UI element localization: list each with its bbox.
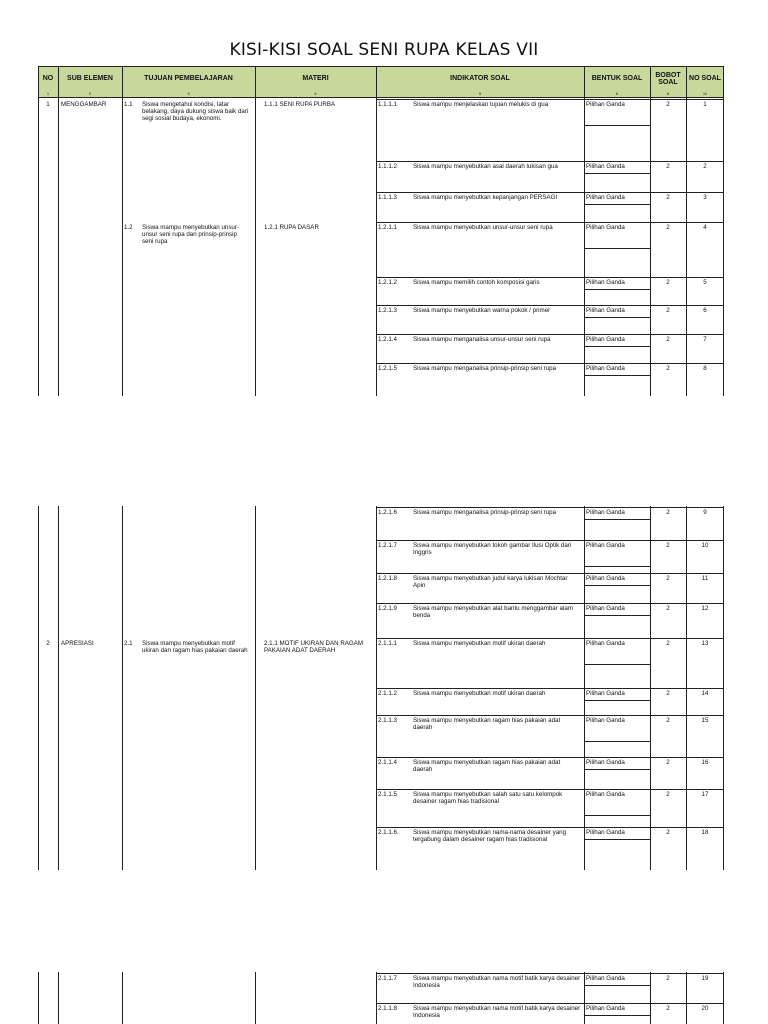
bentuk-soal: Pilihan Ganda (586, 365, 625, 372)
grid-line (122, 972, 123, 1024)
tujuan-code: 2.1 (124, 640, 133, 647)
indikator-text: Siswa mampu menyebutkan alat bantu menggambar alam benda (413, 605, 573, 619)
indikator-text: Siswa mampu menyebutkan unsur-unsur seni rupa (413, 224, 553, 231)
header-no: NO (42, 75, 54, 83)
bobot-soal: 2 (666, 975, 670, 982)
bentuk-soal: Pilihan Ganda (586, 336, 625, 343)
indikator-code: 2.1.1.7 (378, 975, 397, 982)
indikator-text: Siswa mampu menyebutkan kepanjangan PERSAGI (413, 194, 558, 201)
bentuk-soal: Pilihan Ganda (586, 690, 625, 697)
grid-line (255, 66, 256, 396)
colnum-2: 2 (88, 91, 92, 96)
indikator-text: Siswa mampu memilih contoh komposisi garis (413, 279, 540, 286)
grid-line (122, 506, 123, 870)
bobot-soal: 2 (666, 791, 670, 798)
bentuk-soal: Pilihan Ganda (586, 101, 625, 108)
no-soal: 16 (701, 759, 709, 766)
bobot-soal: 2 (666, 690, 670, 697)
bobot-soal: 2 (666, 829, 670, 836)
bobot-soal: 2 (666, 575, 670, 582)
bentuk-soal: Pilihan Ganda (586, 640, 625, 647)
bobot-soal: 2 (666, 1005, 670, 1012)
bentuk-soal: Pilihan Ganda (586, 791, 625, 798)
header-indikator: INDIKATOR SOAL (450, 75, 510, 83)
bentuk-soal: Pilihan Ganda (586, 224, 625, 231)
no-soal: 3 (703, 194, 707, 201)
indikator-code: 1.1.1.3 (378, 194, 397, 201)
bobot-soal: 2 (666, 605, 670, 612)
header-tujuan: TUJUAN PEMBELAJARAN (144, 75, 233, 83)
bobot-soal: 2 (666, 717, 670, 724)
grid-line (255, 972, 256, 1024)
table-row-line (376, 715, 724, 716)
grid-line (38, 506, 39, 870)
indikator-code: 1.2.1.9 (378, 605, 397, 612)
table-header (38, 66, 724, 92)
indikator-code: 2.1.1.8 (378, 1005, 397, 1012)
colnum-6: 6 (615, 91, 619, 96)
indikator-code: 1.2.1.5 (378, 365, 397, 372)
bentuk-soal: Pilihan Ganda (586, 542, 625, 549)
tujuan-code: 1.2 (124, 224, 133, 231)
no-soal: 2 (703, 163, 707, 170)
bobot-soal: 2 (666, 542, 670, 549)
indikator-text: Siswa mampu menyebutkan warna pokok / primer (413, 307, 551, 314)
table-row-line (376, 277, 724, 278)
no-soal: 8 (703, 365, 707, 372)
table-row-line (376, 540, 724, 541)
no-soal: 4 (703, 224, 707, 231)
table-row-line (376, 973, 724, 974)
indikator-code: 1.2.1.2 (378, 279, 397, 286)
bentuk-soal: Pilihan Ganda (586, 717, 625, 724)
indikator-text: Siswa mampu menganalisa prinsip-prinsip seni rupa (413, 365, 557, 372)
table-row-line (376, 638, 724, 639)
bentuk-soal: Pilihan Ganda (586, 575, 625, 582)
table-page-1 (38, 66, 724, 396)
no-soal: 17 (701, 791, 709, 798)
grid-line (376, 972, 377, 1024)
grid-line (255, 506, 256, 870)
table-row-line (376, 99, 724, 100)
bobot-soal: 2 (666, 101, 670, 108)
document-title: KISI-KISI SOAL SENI RUPA KELAS VII (229, 40, 539, 60)
bentuk-soal: Pilihan Ganda (586, 605, 625, 612)
bobot-soal: 2 (666, 365, 670, 372)
grid-line (686, 66, 687, 396)
indikator-code: 1.2.1.1 (378, 224, 397, 231)
indikator-text: Siswa mampu menganalisa unsur-unsur seni rupa (413, 336, 551, 343)
bobot-soal: 2 (666, 194, 670, 201)
indikator-text: Siswa mampu menyebutkan salah satu satu kelompok desainer ragam hias tradisional (413, 791, 563, 805)
tujuan-text: Siswa mampu menyebutkan unsur-unsur seni rupa dan prinsip-prinsip seni rupa (142, 224, 239, 245)
header-materi: MATERI (302, 75, 329, 83)
bobot-soal: 2 (666, 640, 670, 647)
tujuan-code: 1.1 (124, 101, 133, 108)
tujuan-text: Siswa mampu menyebutkan motif ukiran dan ragam hias pakaian daerah (142, 640, 248, 654)
bentuk-soal: Pilihan Ganda (586, 975, 625, 982)
no-soal: 13 (701, 640, 709, 647)
no-soal: 19 (701, 975, 709, 982)
indikator-text: Siswa mampu menyebutkan judul karya lukisan Mochtar Apin (413, 575, 568, 589)
no-soal: 20 (701, 1005, 709, 1012)
indikator-text: Siswa mampu menyebutkan tokoh gambar Ilusi Optik dari Inggris (413, 542, 572, 556)
row-no: 2 (46, 640, 50, 647)
bentuk-soal: Pilihan Ganda (586, 163, 625, 170)
sub-elemen: MENGGAMBAR (61, 101, 107, 108)
indikator-code: 2.1.1.3 (378, 717, 397, 724)
bentuk-soal: Pilihan Ganda (586, 194, 625, 201)
no-soal: 14 (701, 690, 709, 697)
no-soal: 18 (701, 829, 709, 836)
no-soal: 9 (703, 509, 707, 516)
table-row-line (376, 305, 724, 306)
table-row-line (376, 363, 724, 364)
indikator-text: Siswa mampu menjelaskan tujuan melukis di gua (413, 101, 549, 108)
bentuk-soal: Pilihan Ganda (586, 759, 625, 766)
indikator-code: 1.2.1.7 (378, 542, 397, 549)
header-bentuk: BENTUK SOAL (591, 75, 643, 83)
colnum-11: 11 (702, 91, 708, 96)
table-row-line (376, 573, 724, 574)
indikator-code: 1.2.1.8 (378, 575, 397, 582)
table-page-2 (38, 506, 724, 870)
no-soal: 6 (703, 307, 707, 314)
indikator-text: Siswa mampu menyebutkan asal daerah lukisan gua (413, 163, 558, 170)
grid-line (376, 66, 377, 396)
header-sub-elemen: SUB ELEMEN (67, 75, 113, 83)
indikator-code: 1.2.1.4 (378, 336, 397, 343)
table-row-line (376, 603, 724, 604)
no-soal: 12 (701, 605, 709, 612)
bobot-soal: 2 (666, 509, 670, 516)
table-page-3 (38, 972, 724, 1024)
table-row-line (376, 688, 724, 689)
table-row-line (376, 757, 724, 758)
header-no-soal: NO SOAL (689, 75, 721, 83)
no-soal: 15 (701, 717, 709, 724)
grid-line (38, 66, 39, 396)
no-soal: 1 (703, 101, 707, 108)
bentuk-soal: Pilihan Ganda (586, 509, 625, 516)
no-soal: 5 (703, 279, 707, 286)
row-no: 1 (46, 101, 50, 108)
no-soal: 7 (703, 336, 707, 343)
indikator-text: Siswa mampu menyebutkan nama motif batik karya desainer Indonesia (413, 1005, 581, 1019)
bentuk-soal: Pilihan Ganda (586, 1005, 625, 1012)
table-row-line (376, 161, 724, 162)
materi: 1.2.1 RUPA DASAR (264, 224, 319, 231)
indikator-text: Siswa mampu menganalisa prinsip-prinsip seni rupa (413, 509, 557, 516)
bobot-soal: 2 (666, 759, 670, 766)
indikator-code: 1.2.1.3 (378, 307, 397, 314)
materi: 1.1.1 SENI RUPA PURBA (264, 101, 336, 108)
table-row-line (376, 507, 724, 508)
grid-line (58, 66, 59, 396)
indikator-text: Siswa mampu menyebutkan nama-nama desainer yang tergabung dalam desainer ragam hias tradisional (413, 829, 567, 843)
bobot-soal: 2 (666, 336, 670, 343)
table-row-line (376, 192, 724, 193)
colnum-8: 8 (666, 91, 670, 96)
indikator-code: 1.1.1.1 (378, 101, 397, 108)
colnum-5: 5 (478, 91, 482, 96)
bobot-soal: 2 (666, 224, 670, 231)
grid-line (58, 506, 59, 870)
indikator-code: 2.1.1.1 (378, 640, 397, 647)
indikator-text: Siswa mampu menyebutkan motif ukiran daerah (413, 690, 546, 697)
grid-line (38, 972, 39, 1024)
bentuk-soal: Pilihan Ganda (586, 829, 625, 836)
colnum-1: 1 (46, 91, 50, 96)
colnum-4: 4 (314, 91, 317, 96)
indikator-code: 2.1.1.4 (378, 759, 397, 766)
sub-elemen: APRESIASI (61, 640, 94, 647)
table-row-line (376, 827, 724, 828)
bobot-soal: 2 (666, 279, 670, 286)
no-soal: 10 (701, 542, 709, 549)
bobot-soal: 2 (666, 307, 670, 314)
indikator-code: 1.2.1.6 (378, 509, 397, 516)
table-row-line (376, 334, 724, 335)
indikator-text: Siswa mampu menyebutkan ragam hias pakaian adat daerah (413, 759, 561, 773)
grid-line (58, 972, 59, 1024)
table-row-line (376, 222, 724, 223)
materi: 2.1.1 MOTIF UKIRAN DAN RAGAM PAKAIAN ADAT DAERAH (264, 640, 364, 654)
header-bobot: BOBOT SOAL (655, 71, 681, 86)
bentuk-soal: Pilihan Ganda (586, 307, 625, 314)
indikator-text: Siswa mampu menyebutkan motif ukiran daerah (413, 640, 546, 647)
bentuk-soal: Pilihan Ganda (586, 279, 625, 286)
indikator-code: 2.1.1.6. (378, 829, 399, 836)
indikator-text: Siswa mampu menyebutkan nama motif batik karya desainer Indonesia (413, 975, 581, 989)
indikator-code: 2.1.1.2 (378, 690, 397, 697)
indikator-text: Siswa mampu menyebutkan ragam hias pakaian adat daerah (413, 717, 561, 731)
no-soal: 11 (701, 575, 709, 582)
table-row-line (376, 1003, 724, 1004)
column-number-row (38, 91, 724, 98)
bobot-soal: 2 (666, 163, 670, 170)
table-row-line (376, 789, 724, 790)
grid-line (122, 66, 123, 396)
tujuan-text: Siswa mengetahui kondisi, latar belakang, daya dukung siswa baik dari segi sosial budaya, ekonomi. (142, 101, 249, 122)
indikator-code: 1.1.1.2 (378, 163, 397, 170)
grid-line (723, 66, 724, 396)
indikator-code: 2.1.1.5 (378, 791, 397, 798)
colnum-3: 3 (187, 91, 190, 96)
